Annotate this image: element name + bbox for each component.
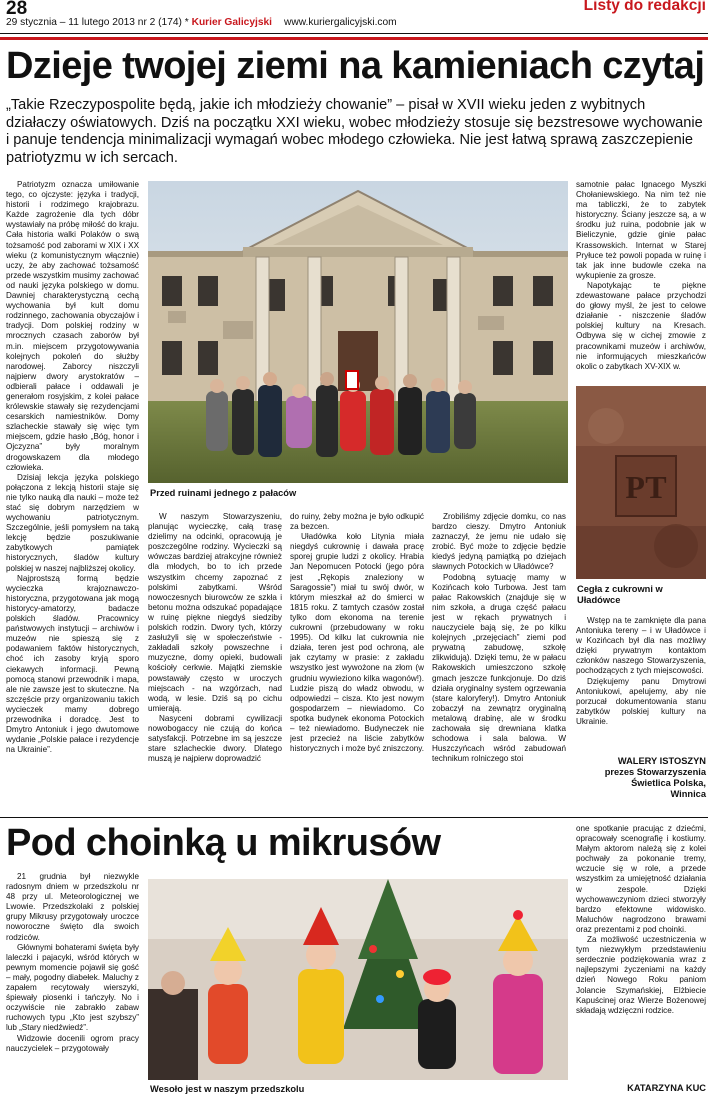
header-rule xyxy=(0,33,708,34)
article1-column-5b xyxy=(576,616,706,752)
paragraph: Zrobiliśmy zdjęcie domku, co nas bardzo cieszy. Dmytro Antoniuk zaznaczył, że jemu nie udało się zrobić. Być może to zdjęcie będzie kiedyś jedyną pamiątką po dziejach sławnych Potockich w Uładówce? xyxy=(432,512,566,572)
paragraph: Dziękujemy panu Dmytrowi Antoniukowi, apelujemy, aby nie porzucał dokumentowania stanu zabytków polskiej kultury na Ukrainie. xyxy=(576,676,706,726)
issue-date: 29 stycznia – 11 lutego 2013 nr 2 (174) xyxy=(6,17,182,28)
svg-text:РТ: РТ xyxy=(625,469,667,505)
issue-line xyxy=(6,17,397,28)
article2-signature: KATARZYNA KUC xyxy=(627,1083,706,1093)
palace-photo xyxy=(148,181,568,483)
article2-headline: Pod choinką u mikrusów xyxy=(6,822,441,864)
paragraph: Widzowie docenili ogrom pracy nauczycielek – przygotowały xyxy=(6,1033,139,1053)
author-name: WALERY ISTOSZYN xyxy=(617,756,706,766)
article2-column-2 xyxy=(576,824,706,1076)
article1-signature xyxy=(576,756,706,800)
article1-column-3 xyxy=(290,512,424,810)
brick-photo xyxy=(576,386,706,579)
paragraph: Patriotyzm oznacza umiłowanie tego, co ojczyste: języka i tradycji, historii i rodzimego krajobrazu. Każde zagrożenie dla tych dóbr wystawiały na próbę miłość do kraju. Cała historia walki Polaków o swą tożsamość pod zaborami w XIX i XX wieku (z komunistycznym włącznie) uczy, że aby zachować tożsamość przede wszystkim musimy zachować od nauki języka polskiego w domu. Dawniej charakterystyczną cechą wychowania był kult domu rodzinnego, zachowania obyczajów i tradycji. Dom polskiej rodziny w mrocznych czasach zaborów był m.in. miejscem przygotowywania kolejnych pokoleń do służby narodowej. Zaborcy niszczyli najpierw dwory arystokratów – odbierali pałace i oddawali je generałom rosyjskim, z kolei pałace królewskie stawały się rezydencjami cesarskich namiestników. Domy szlacheckie stawały się więc tym miejscem, gdzie hasło „Bóg, honor i Ojczyzna” były moralnym drogowskazem dla młodego człowieka. xyxy=(6,180,139,472)
paragraph: W naszym Stowarzyszeniu, planując wycieczkę, całą trasę dzielimy na odcinki, opracowują je poszczególne rodziny. Wycieczki są wówczas bardziej atrakcyjne również dla młodych, bo to ich przede wszystkim chcemy zapoznać z polskimi zabytkami. Wśród nowoczesnych biurowców ze szkła i betonu można odszukać popadające w ruinę piękne niegdyś siedziby polskich rodzin. Dwory tych, którzy zasłużyli się w społeczeństwie - zakładali szkoły powszechne i muzyczne, domy opieki, budowali kościoły cerkwie. Majątki ziemskie powstawały często w uroczych miejscach - na wzgórzach, nad wodą, w lesie. Dziś są po cichu umierają. xyxy=(148,512,282,713)
page-number: 28 xyxy=(6,0,28,19)
author-role: prezes Stowarzyszenia xyxy=(604,767,706,777)
kindergarten-photo-caption: Wesoło jest w naszym przedszkolu xyxy=(150,1084,305,1094)
article1-headline: Dzieje twojej ziemi na kamieniach czytaj xyxy=(6,45,705,87)
kindergarten-photo xyxy=(148,879,568,1080)
article1-lead: „Takie Rzeczypospolite będą, jakie ich młodzieży chowanie” – pisał w XVII wieku jeden z wybitnych działaczy oświatowych. Dziś na początku XXI wieku, wobec młodzieży stosuje się bezstresowe wychowanie i panuje tendencja minimalizacji wymagań wobec młodego człowieka. Nie jest łatwą sprawą zaszczepienie patriotyzmu w ich sercach. xyxy=(6,97,703,166)
paper-name: Kurier Galicyjski xyxy=(191,17,273,28)
article1-column-2 xyxy=(148,512,282,810)
paragraph: Nasyceni dobrami cywilizacji nowobogaccy nie czują do końca satysfakcji. Potrzebne im są jeszcze stare szlacheckie dwory. Dlatego muszą je najpierw doprowadzić xyxy=(148,713,282,764)
article2-column-1 xyxy=(6,872,139,1098)
paragraph: samotnie pałac Ignacego Myszki Chołaniewskiego. Na nim też nie ma tabliczki, że to zabytek historyczny. Ściany jeszcze są, a w środku już ruina, podobnie jak w Bieliczynie, gdzie ginie pałac Krassowskich. Internat w Starej Pryłuce też powoli popada w ruinę i tak jak inne budowle czeka na wykupienie za grosze. xyxy=(576,180,706,280)
article1-column-1 xyxy=(6,180,139,812)
paragraph: Za możliwość uczestniczenia w tym niezwykłym przedstawieniu serdecznie podziękowania wraz z najlepszymi życzeniami na każdy dzień Nowego Roku paniom Jolancie Szymańskiej, Elżbiecie Kapuścinej oraz Wierze Bożenowej składają wdzięczni rodzice. xyxy=(576,935,706,1015)
section-title: Listy do redakcji xyxy=(583,0,706,14)
paragraph: one spotkanie pracując z dziećmi, opracowały scenografię i kostiumy. Małym aktorom należą się z kolei pochwały za pokonanie tremy, wczucie się w role, a przede wszystkim za umiejętność działania w zespole. Dzięki wychowawczyniom dzieci stworzyły bardzo efektowne widowisko. Maluchów nagrodzono brawami oraz prezentami z pod choinki. xyxy=(576,824,706,934)
paragraph: Uładówka koło Litynia miała niegdyś cukrownię i dawała pracę sporej grupie ludzi z okolicy. Hrabia Jan Nepomucen Potocki (jego póra jest „Rękopis znaleziony w Saragossie”) miał tu swój dwór, w którym mieszkał aż do śmierci w 1815 roku. Z tamtych czasów został tylko dom ekonoma na terenie cukrowni (przebudowany w roku 1995). Od kilku lat cukrownia nie działa, teren jest pod ochroną, ale jak czytamy w prasie: z zakładu wszystko jest wywożone na złom (w grudniu wywieziono kilka wagonów!). Ludzie piszą do władz obwodu, w odpowiedzi – cisza. Kto jest nowym gospodarzem – niewiadomo. Co spotka budynek ekonoma Potockich – też niewiadomo. Budyneczek nie jest przecież na liście zabytków historycznych i może być zniszczony. xyxy=(290,532,424,754)
article1-column-5 xyxy=(576,180,706,381)
paragraph: Dzisiaj lekcja języka polskiego połączona z lekcją historii staje się nie tylko nauką dla nauki – może też stać się dobrym narzędziem w wychowaniu patriotycznym. Szczególnie, jeśli pomysłem na taką lekcję będzie poszukiwanie zabytkowych pamiątek historycznych, śladów kultury polskiej w naszej najbliższej okolicy. xyxy=(6,472,139,573)
paragraph: Napotykając te piękne zdewastowane pałace przychodzi do głowy myśl, że jest to celowe działanie - niszczenie śladów polskiej kultury na Kresach. Odbywa się w cichej zmowie z pracownikami muzeów i archiwów, nie informujących mieszkańców okolic o zabytkach XV-XIX w. xyxy=(576,280,706,371)
author-org: Świetlica Polska, xyxy=(631,778,706,788)
article1-column-4 xyxy=(432,512,566,810)
paragraph: Wstęp na te zamknięte dla pana Antoniuka tereny – i w Uładówce i w Kozińcach był dla nas możliwy dzięki prywatnym kontaktom członków naszego Stowarzyszenia, pochodzących z tych miejscowości. xyxy=(576,616,706,676)
paragraph: 21 grudnia był niezwykle radosnym dniem w przedszkolu nr 48 przy ul. Meteorologicznej we Lwowie. Przedszkolaki z polskiej grupy Mikrusy przygotowały uroczce noworoczne święto dla swoich rodziców. xyxy=(6,872,139,942)
paragraph: Najprostszą formą będzie wycieczka krajoznawczo-historyczna, przygotowana jak mogą historycy-amatorzy, badacze polskich śladów. Pracownicy państwowych instytucji – archiwów i muzeów nie spieszą się z podawaniem faktów historycznych, choć ich zasoby kryją sporo ciekawych informacji. Pewną pomocą stanowi przewodnik i mapa, ale nie zawsze jest to skuteczne. Na szczęście przy organizowaniu takich wycieczek mamy dobrego przewodnika i doradcę. Jest to Dmytro Antoniuk i jego dwutomowe wydanie „Polskie pałace i rezydencje na Ukrainie”. xyxy=(6,573,139,755)
palace-photo-caption: Przed ruinami jednego z pałaców xyxy=(150,488,297,498)
paragraph: Głównymi bohaterami święta były laleczki i pajacyki, wśród których w pewnym momencie pojawił się gość – mały, pogodny diabełek. Maluchy z zapałem recytowały wierszyki, śpiewały piosenki i tańczyły. No i oczywiście nie zabrakło zabaw ruchowych typu „Kto jest szybszy” lub „Stary niedźwiedź”. xyxy=(6,942,139,1033)
author-city: Winnica xyxy=(670,789,706,799)
paper-url[interactable]: www.kuriergalicyjski.com xyxy=(284,17,397,28)
paragraph: Podobną sytuację mamy w Kozińcach koło Turbowa. Jest tam pałac Rakowskich (znajduje się w nim szkoła, a druga część pałacu jest w rękach prywatnych i nauczyciele bają się, że po kilku kolejnych „przejęciach” ziemi pod prywatną zabudowę, szkołę zlikwidują). Dzięki temu, że w pałacu Rakowskich umieszczono szkołę gmach jeszcze funkcjonuje. Do dziś działa oryginalny system ogrzewania (stare kaloryfery!). Dmytro Antoniuk zobaczył na zewnątrz oryginalną metalową drabinę, ale w środku zachowała się drewniana klatka schodowa i sala balowa. W Huszczyńcach wśród zabudowań technikum rolniczego stoi xyxy=(432,572,566,764)
paragraph: do ruiny, żeby można je było odkupić za bezcen. xyxy=(290,512,424,532)
issue-separator: * xyxy=(181,17,192,28)
brick-photo-caption: Cegła z cukrowni w Uładówce xyxy=(577,584,663,605)
header-red-rule xyxy=(0,37,708,40)
